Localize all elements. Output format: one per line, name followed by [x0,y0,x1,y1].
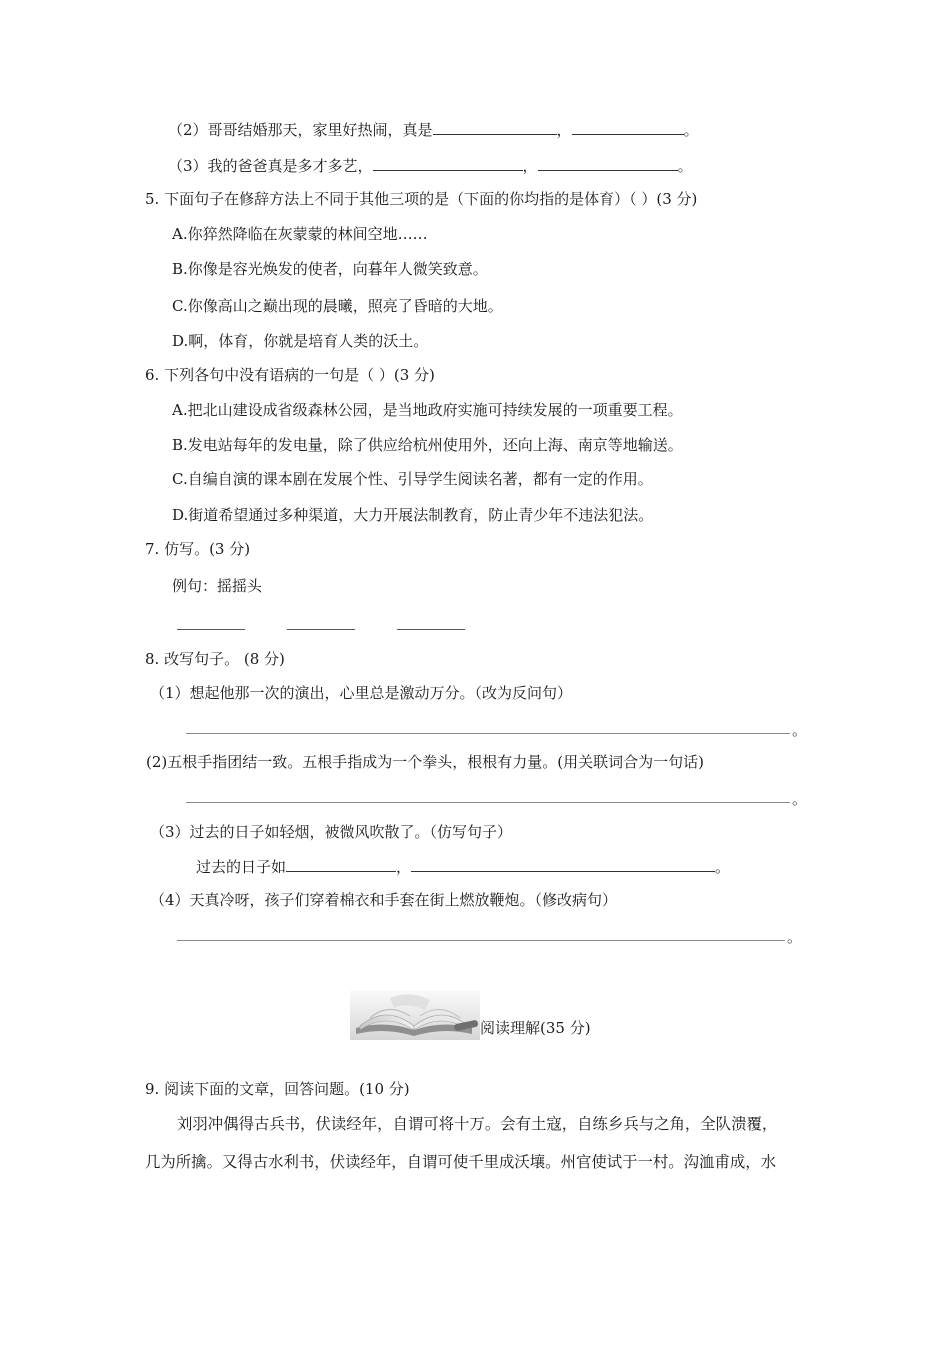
q8-sub2-period: 。 [792,790,808,808]
q7-answer-blank-2[interactable] [287,629,355,630]
q8-sub1-period: 。 [792,721,808,739]
q6-option-c: C.自编自演的课本剧在发展个性、引导学生阅读名著，都有一定的作用。 [172,470,653,488]
q8-sub4: （4）天真冷呀，孩子们穿着棉衣和手套在街上燃放鞭炮。（修改病句） [150,891,618,909]
section-title: 阅读理解(35 分) [480,1019,591,1037]
q7-answer-blank-1[interactable] [177,629,245,630]
q8-sub2-answer-line[interactable] [186,802,790,803]
q4-sub2-blank-2[interactable] [572,120,684,135]
q7-stem: 7. 仿写。(3 分) [145,540,251,558]
q8-sub4-period: 。 [787,928,803,946]
open-book-icon [350,990,480,1040]
q6-option-a: A.把北山建设成省级森林公园，是当地政府实施可持续发展的一项重要工程。 [172,401,683,419]
q9-stem: 9. 阅读下面的文章，回答问题。(10 分) [145,1080,410,1098]
q6-option-b: B.发电站每年的发电量，除了供应给杭州使用外，还向上海、南京等地输送。 [172,436,683,454]
q4-sub3-blank-1[interactable] [373,156,523,171]
q9-passage-line-1: 刘羽冲偶得古兵书，伏读经年，自谓可将十万。会有土寇，自练乡兵与之角，全队溃覆， [177,1115,778,1133]
q8-sub1-answer-line[interactable] [186,733,790,734]
q4-sub3-blank-2[interactable] [538,156,678,171]
q8-sub1: （1）想起他那一次的演出，心里总是激动万分。（改为反问句） [150,684,573,702]
q4-sub3: （3）我的爸爸真是多才多艺， ， 。 [168,157,693,175]
q6-option-d: D.街道希望通过多种渠道，大力开展法制教育，防止青少年不违法犯法。 [172,506,654,524]
q4-sub2-text: （2）哥哥结婚那天，家里好热闹，真是 [168,121,433,139]
q7-answer-blank-3[interactable] [397,629,465,630]
q8-sub3-fill: 过去的日子如 ， 。 [196,858,731,876]
q8-sub3-blank-2[interactable] [411,857,715,872]
q4-sub2: （2）哥哥结婚那天，家里好热闹，真是 ， 。 [168,121,699,139]
q8-sub2: (2)五根手指团结一致。五根手指成为一个拳头，根根有力量。(用关联词合为一句话) [146,753,704,771]
q5-option-b: B.你像是容光焕发的使者，向暮年人微笑致意。 [172,260,488,278]
q5-stem: 5. 下面句子在修辞方法上不同于其他三项的是（下面的你均指的是体育）（ ）(3 分) [145,190,698,208]
q8-sub3-fill-prefix: 过去的日子如 [196,858,287,876]
q4-sub3-text: （3）我的爸爸真是多才多艺， [168,157,373,175]
q6-stem: 6. 下列各句中没有语病的一句是（ ）(3 分) [145,366,435,384]
q9-passage-line-2: 几为所擒。又得古水利书，伏读经年，自谓可使千里成沃壤。州官使试于一村。沟洫甫成，水 [145,1153,777,1171]
q8-sub3: （3）过去的日子如轻烟，被微风吹散了。（仿写句子） [150,823,513,841]
q8-stem: 8. 改写句子。 (8 分) [145,650,285,668]
q5-option-c: C.你像高山之巅出现的晨曦，照亮了昏暗的大地。 [172,297,503,315]
reading-section-banner [350,990,610,1040]
q5-option-a: A.你猝然降临在灰蒙蒙的林间空地…… [172,225,428,243]
q8-sub3-blank-1[interactable] [286,857,396,872]
q4-sub2-blank-1[interactable] [433,120,557,135]
q5-option-d: D.啊，体育，你就是培育人类的沃土。 [172,332,429,350]
q8-sub4-answer-line[interactable] [177,940,785,941]
q7-example: 例句：摇摇头 [172,577,263,595]
